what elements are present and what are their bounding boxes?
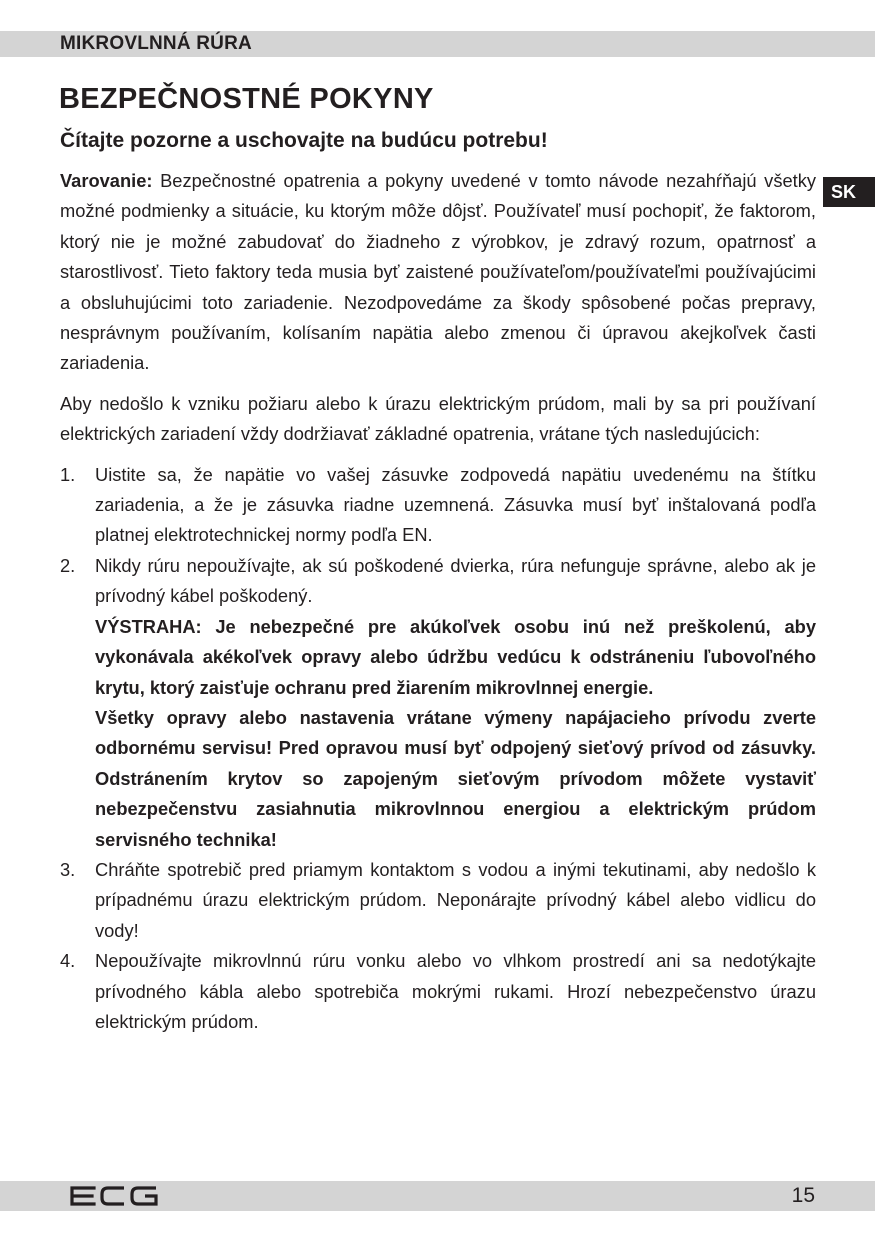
list-item-text: Uistite sa, že napätie vo vašej zásuvke zodpovedá napätiu uvedenému na štítku zariadenia, a že je zásuvka riadne uzemnená. Zásuvka musí byť inštalovaná podľa platnej elektrotechnickej normy podľa EN. bbox=[95, 463, 816, 546]
ecg-logo bbox=[70, 1186, 158, 1206]
section-title: MIKROVLNNÁ RÚRA bbox=[60, 33, 252, 54]
list-item-text: Chráňte spotrebič pred priamym kontaktom s vodou a inými tekutinami, aby nedošlo k prípadnému úrazu elektrickým prúdom. Neponárajte prívodný kábel alebo vidlicu do vody! bbox=[95, 858, 816, 941]
page-number: 15 bbox=[791, 1184, 815, 1207]
service-warning: Všetky opravy alebo nastavenia vrátane výmeny napájacieho prívodu zverte odbornému servisu! Pred opravou musí byť odpojený sieťový prívod od zásuvky. Odstránením krytov so zapojeným sieťovým prívodom môžete vystaviť nebezpečenstvu zasiahnutia mikrovlnnou energiou a elektrickým prúdom servisného technika! bbox=[95, 706, 816, 850]
list-item-number: 1. bbox=[60, 463, 76, 485]
warning-label: Varovanie: bbox=[60, 170, 153, 191]
list-item-number: 2. bbox=[60, 554, 76, 576]
warning-text: Bezpečnostné opatrenia a pokyny uvedené v tomto návode nezahŕňajú všetky možné podmienky a situácie, ku ktorým môže dôjsť. Používateľ musí pochopiť, že faktorom, ktorý nie je možné zabudovať do žiadneho z výrobkov, je zdravý rozum, opatrnosť a starostlivosť. Tieto faktory teda musia byť zaistené používateľom/používateľmi používajúcimi a obsluhujúcimi toto zariadenie. Nezodpovedáme za škody spôsobené počas prepravy, nesprávnym používaním, kolísaním napätia alebo zmenou či úpravou akejkoľvek časti zariadenia. bbox=[60, 170, 816, 374]
list-item bbox=[60, 946, 816, 1037]
list-item bbox=[60, 855, 816, 946]
page-subtitle: Čítajte pozorne a uschovajte na budúcu potrebu! bbox=[60, 129, 548, 152]
main-content bbox=[60, 166, 816, 1037]
list-item bbox=[60, 460, 816, 551]
list-item-number: 3. bbox=[60, 858, 76, 880]
list-item-number: 4. bbox=[60, 950, 76, 972]
page-title: BEZPEČNOSTNÉ POKYNY bbox=[59, 83, 434, 115]
intro-paragraph: Aby nedošlo k vzniku požiaru alebo k úrazu elektrickým prúdom, mali by sa pri používaní elektrických zariadení vždy dodržiavať základné opatrenia, vrátane tých nasledujúcich: bbox=[60, 392, 816, 445]
list-item-text: Nepoužívajte mikrovlnnú rúru vonku alebo vo vlhkom prostredí ani sa nedotýkajte prívodného kábla alebo spotrebiča mokrými rukami. Hrozí nebezpečenstvo úrazu elektrickým prúdom. bbox=[95, 950, 816, 1032]
warning-paragraph bbox=[60, 166, 816, 379]
danger-warning: VÝSTRAHA: Je nebezpečné pre akúkoľvek osobu inú než preškolenú, aby vykonávala akékoľvek opravy alebo údržbu vedúcu k odstráneniu ľubovoľného krytu, ktorý zaisťuje ochranu pred žiarením mikrovlnnej energie. bbox=[95, 615, 816, 698]
list-item bbox=[60, 551, 816, 855]
language-tab: SK bbox=[823, 177, 875, 207]
safety-list bbox=[60, 460, 816, 1038]
list-item-text: Nikdy rúru nepoužívajte, ak sú poškodené dvierka, rúra nefunguje správne, alebo ak je prívodný kábel poškodený. bbox=[95, 554, 816, 607]
